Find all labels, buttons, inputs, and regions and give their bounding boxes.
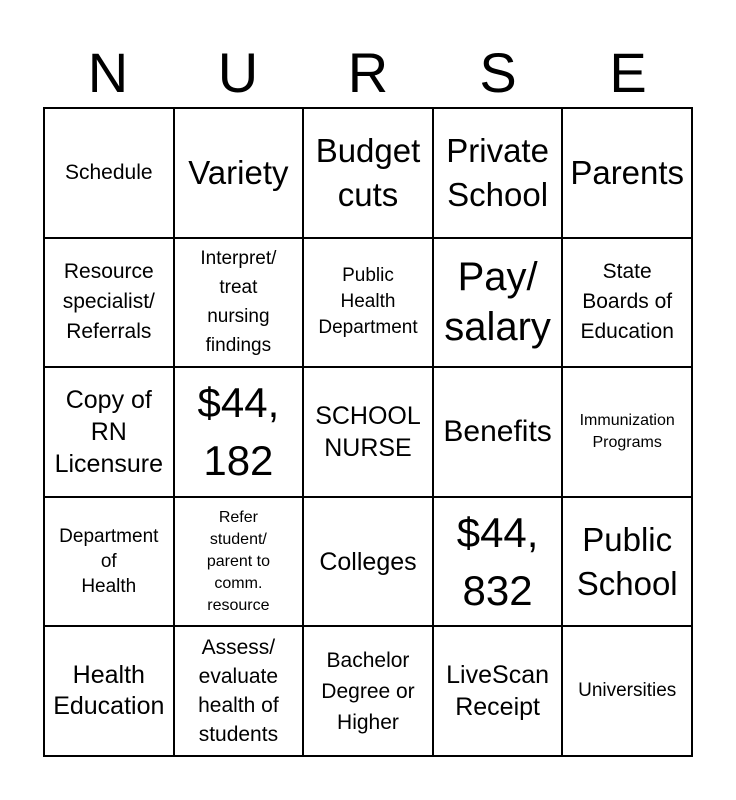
bingo-cell[interactable]: Public Health Department (303, 238, 433, 368)
bingo-cell[interactable]: Refer student/ parent to comm. resource (174, 497, 304, 627)
bingo-cell[interactable]: SCHOOL NURSE (303, 367, 433, 497)
bingo-header (43, 38, 693, 108)
bingo-cell[interactable]: Resource specialist/ Referrals (44, 238, 174, 368)
header-letter-r: R (347, 41, 389, 104)
bingo-cell[interactable]: Pay/ salary (433, 238, 563, 368)
bingo-cell[interactable]: Private School (433, 108, 563, 238)
bingo-cell[interactable]: $44, 182 (174, 367, 304, 497)
header-letter-n: N (87, 41, 129, 104)
bingo-cell[interactable]: Schedule (44, 108, 174, 238)
bingo-cell[interactable]: Colleges (303, 497, 433, 627)
bingo-cell[interactable]: Bachelor Degree or Higher (303, 626, 433, 756)
bingo-cell[interactable]: Health Education (44, 626, 174, 756)
bingo-cell[interactable]: Benefits (433, 367, 563, 497)
bingo-cell[interactable]: Department of Health (44, 497, 174, 627)
bingo-cell[interactable]: Immunization Programs (562, 367, 692, 497)
header-letter-u: U (217, 41, 259, 104)
bingo-cell[interactable]: Assess/ evaluate health of students (174, 626, 304, 756)
bingo-cell[interactable]: Universities (562, 626, 692, 756)
bingo-cell[interactable]: Interpret/ treat nursing findings (174, 238, 304, 368)
bingo-cell[interactable]: Budget cuts (303, 108, 433, 238)
bingo-cell[interactable]: Copy of RN Licensure (44, 367, 174, 497)
bingo-cell[interactable]: Variety (174, 108, 304, 238)
bingo-cell[interactable]: Parents (562, 108, 692, 238)
bingo-cell[interactable]: Public School (562, 497, 692, 627)
header-letter-s: S (479, 41, 517, 104)
bingo-cell[interactable]: State Boards of Education (562, 238, 692, 368)
bingo-cell[interactable]: LiveScan Receipt (433, 626, 563, 756)
header-letter-e: E (609, 41, 647, 104)
bingo-grid (43, 107, 693, 757)
bingo-cell[interactable]: $44, 832 (433, 497, 563, 627)
